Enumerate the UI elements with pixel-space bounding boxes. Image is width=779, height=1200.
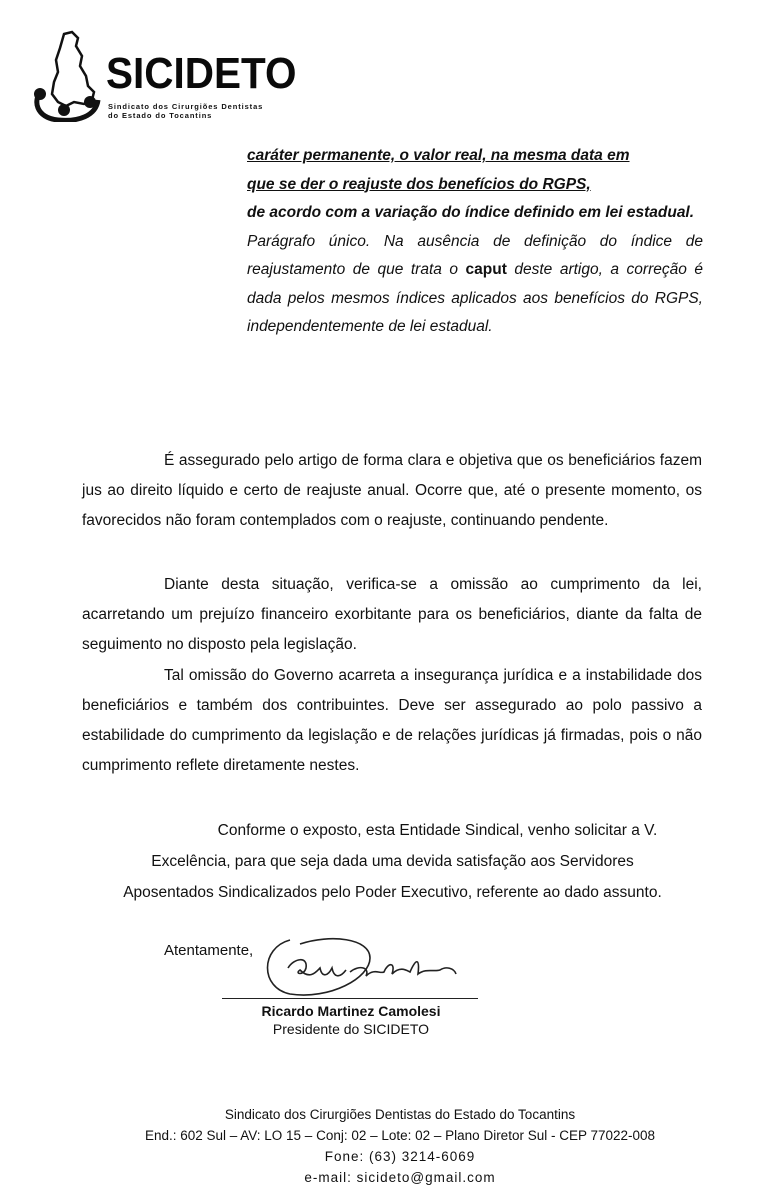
quote-paragrafo-suffix: deste artigo, a correção é dada pelos mesmos índices aplicados aos benefícios do RGPS, independentemente de lei estadual. xyxy=(247,261,703,335)
logo-subtitle xyxy=(108,102,263,120)
logo-subtitle-line1: Sindicato dos Cirurgiões Dentistas xyxy=(108,102,264,111)
signature-line xyxy=(222,998,478,999)
logo-title: SICIDETO xyxy=(106,49,297,98)
logo-dot-right xyxy=(84,96,96,108)
closing-line-1: Conforme o exposto, esta Entidade Sindical, venho solicitar a V. xyxy=(217,822,658,839)
footer-phone: Fone: (63) 3214-6069 xyxy=(324,1149,476,1164)
logo-dot-center xyxy=(58,104,70,116)
closing-line-3: Aposentados Sindicalizados pelo Poder Executivo, referente ao dado assunto. xyxy=(123,884,662,901)
signer-role: Presidente do SICIDETO xyxy=(272,1021,430,1037)
body-paragraph-2: Diante desta situação, verifica-se a omissão ao cumprimento da lei, acarretando um prejuízo financeiro exorbitante para os beneficiários, diante da falta de seguimento no disposto pela legislação. xyxy=(82,576,702,653)
letterhead-footer xyxy=(60,1104,740,1188)
footer-address: End.: 602 Sul – AV: LO 15 – Conj: 02 – Lote: 02 – Plano Diretor Sul - CEP 77022-008 xyxy=(144,1128,656,1143)
salutation: Atentamente, xyxy=(164,942,254,959)
signer-name: Ricardo Martinez Camolesi xyxy=(261,1003,441,1019)
quote-bold: de acordo com a variação do índice definido em lei estadual. xyxy=(247,204,695,221)
quote-caput: caput xyxy=(465,261,507,278)
quote-paragrafo-unico xyxy=(247,228,703,342)
closing-paragraph xyxy=(80,815,705,908)
tocantins-map-icon xyxy=(28,30,108,122)
body-paragraph-3: Tal omissão do Governo acarreta a insegurança jurídica e a instabilidade dos beneficiários e também dos contribuintes. Deve ser assegurado ao polo passivo a estabilidade do cumprimento da legislação e de relações jurídicas já firmadas, pois o não cumprimento reflete diretamente nestes. xyxy=(82,667,702,774)
logo-dot-left xyxy=(34,88,46,100)
sicideto-logo xyxy=(28,30,318,125)
quoted-article xyxy=(247,142,703,342)
quote-paragrafo-prefix: Parágrafo único. Na ausência de definição do índice de reajustamento de que trata o xyxy=(247,232,703,278)
body-paragraph-1: É assegurado pelo artigo de forma clara e objetiva que os beneficiários fazem jus ao direito líquido e certo de reajuste anual. Ocorre que, até o presente momento, os favorecidos não foram contemplados com o reajuste, continuando pendente. xyxy=(82,452,702,529)
quote-underlined-2: que se der o reajuste dos benefícios do RGPS, xyxy=(247,175,591,193)
logo-subtitle-line2: do Estado do Tocantins xyxy=(108,111,213,120)
footer-email: e-mail: sicideto@gmail.com xyxy=(304,1170,496,1185)
footer-organization: Sindicato dos Cirurgiões Dentistas do Estado do Tocantins xyxy=(224,1107,576,1122)
handwritten-signature xyxy=(250,928,490,1000)
closing-line-2: Excelência, para que seja dada uma devida satisfação aos Servidores xyxy=(151,853,634,870)
quote-underlined-1: caráter permanente, o valor real, na mesma data em xyxy=(247,147,630,164)
